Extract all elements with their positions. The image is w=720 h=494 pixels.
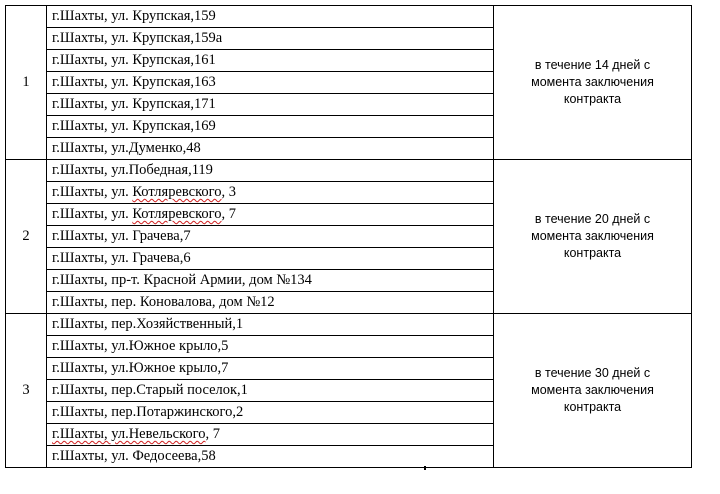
group-number: 3 bbox=[22, 382, 30, 398]
address-cell bbox=[47, 380, 494, 402]
term-cell bbox=[494, 160, 692, 314]
term-cell bbox=[494, 6, 692, 160]
address-text: г.Шахты, пер.Хозяйственный,1 bbox=[52, 316, 244, 332]
address-cell bbox=[47, 6, 494, 28]
address-text: г.Шахты, ул. Грачева,7 bbox=[52, 228, 191, 244]
address-cell bbox=[47, 358, 494, 380]
address-text: г.Шахты, ул. bbox=[52, 184, 133, 200]
address-cell bbox=[47, 204, 494, 226]
term-text: в течение 14 дней с момента заключения контракта bbox=[531, 58, 654, 106]
address-cell bbox=[47, 314, 494, 336]
address-cell bbox=[47, 226, 494, 248]
address-cell bbox=[47, 50, 494, 72]
address-cell bbox=[47, 336, 494, 358]
address-cell bbox=[47, 182, 494, 204]
address-text: г.Шахты, пер.Потаржинского,2 bbox=[52, 404, 244, 420]
address-text: г.Шахты, ул.Думенко,48 bbox=[52, 140, 201, 156]
address-text: г.Шахты, ул. Крупская,159 bbox=[52, 8, 216, 24]
address-text-spellcheck: г.Шахты, ул.Невельского bbox=[52, 426, 206, 442]
page-mark bbox=[424, 466, 426, 470]
address-text-spellcheck: Котляревского bbox=[132, 206, 222, 222]
address-text: г.Шахты, ул. Федосеева,58 bbox=[52, 448, 216, 464]
group-number: 1 bbox=[22, 74, 30, 90]
address-cell bbox=[47, 160, 494, 182]
address-cell bbox=[47, 72, 494, 94]
table-row bbox=[6, 160, 692, 182]
address-cell bbox=[47, 28, 494, 50]
address-cell bbox=[47, 424, 494, 446]
address-cell bbox=[47, 248, 494, 270]
address-cell bbox=[47, 402, 494, 424]
address-cell bbox=[47, 270, 494, 292]
address-text: , 7 bbox=[221, 206, 236, 222]
address-cell bbox=[47, 138, 494, 160]
group-number-cell bbox=[6, 160, 47, 314]
term-text: в течение 30 дней с момента заключения контракта bbox=[531, 366, 654, 414]
group-number-cell bbox=[6, 6, 47, 160]
address-cell bbox=[47, 446, 494, 468]
term-cell bbox=[494, 314, 692, 468]
address-text: г.Шахты, пер.Старый поселок,1 bbox=[52, 382, 248, 398]
address-text: , 7 bbox=[205, 426, 220, 442]
group-number: 2 bbox=[22, 228, 30, 244]
address-text: г.Шахты, ул.Южное крыло,5 bbox=[52, 338, 229, 354]
table-row bbox=[6, 6, 692, 28]
address-cell bbox=[47, 292, 494, 314]
address-text: г.Шахты, ул. Крупская,161 bbox=[52, 52, 216, 68]
table-row bbox=[6, 314, 692, 336]
address-text: , 3 bbox=[221, 184, 236, 200]
address-text: г.Шахты, пр-т. Красной Армии, дом №134 bbox=[52, 272, 312, 288]
group-number-cell bbox=[6, 314, 47, 468]
term-text: в течение 20 дней с момента заключения контракта bbox=[531, 212, 654, 260]
address-text: г.Шахты, ул. Крупская,163 bbox=[52, 74, 216, 90]
address-text: г.Шахты, ул. Крупская,171 bbox=[52, 96, 216, 112]
address-text: г.Шахты, ул. Крупская,169 bbox=[52, 118, 216, 134]
address-text: г.Шахты, ул.Победная,119 bbox=[52, 162, 213, 178]
address-cell bbox=[47, 94, 494, 116]
address-cell bbox=[47, 116, 494, 138]
address-schedule-table bbox=[5, 5, 692, 468]
address-text: г.Шахты, ул.Южное крыло,7 bbox=[52, 360, 229, 376]
address-text-spellcheck: Котляревского bbox=[132, 184, 222, 200]
address-text: г.Шахты, пер. Коновалова, дом №12 bbox=[52, 294, 275, 310]
table-body bbox=[6, 6, 692, 468]
address-text: г.Шахты, ул. Крупская,159а bbox=[52, 30, 223, 46]
address-text: г.Шахты, ул. bbox=[52, 206, 133, 222]
address-text: г.Шахты, ул. Грачева,6 bbox=[52, 250, 191, 266]
